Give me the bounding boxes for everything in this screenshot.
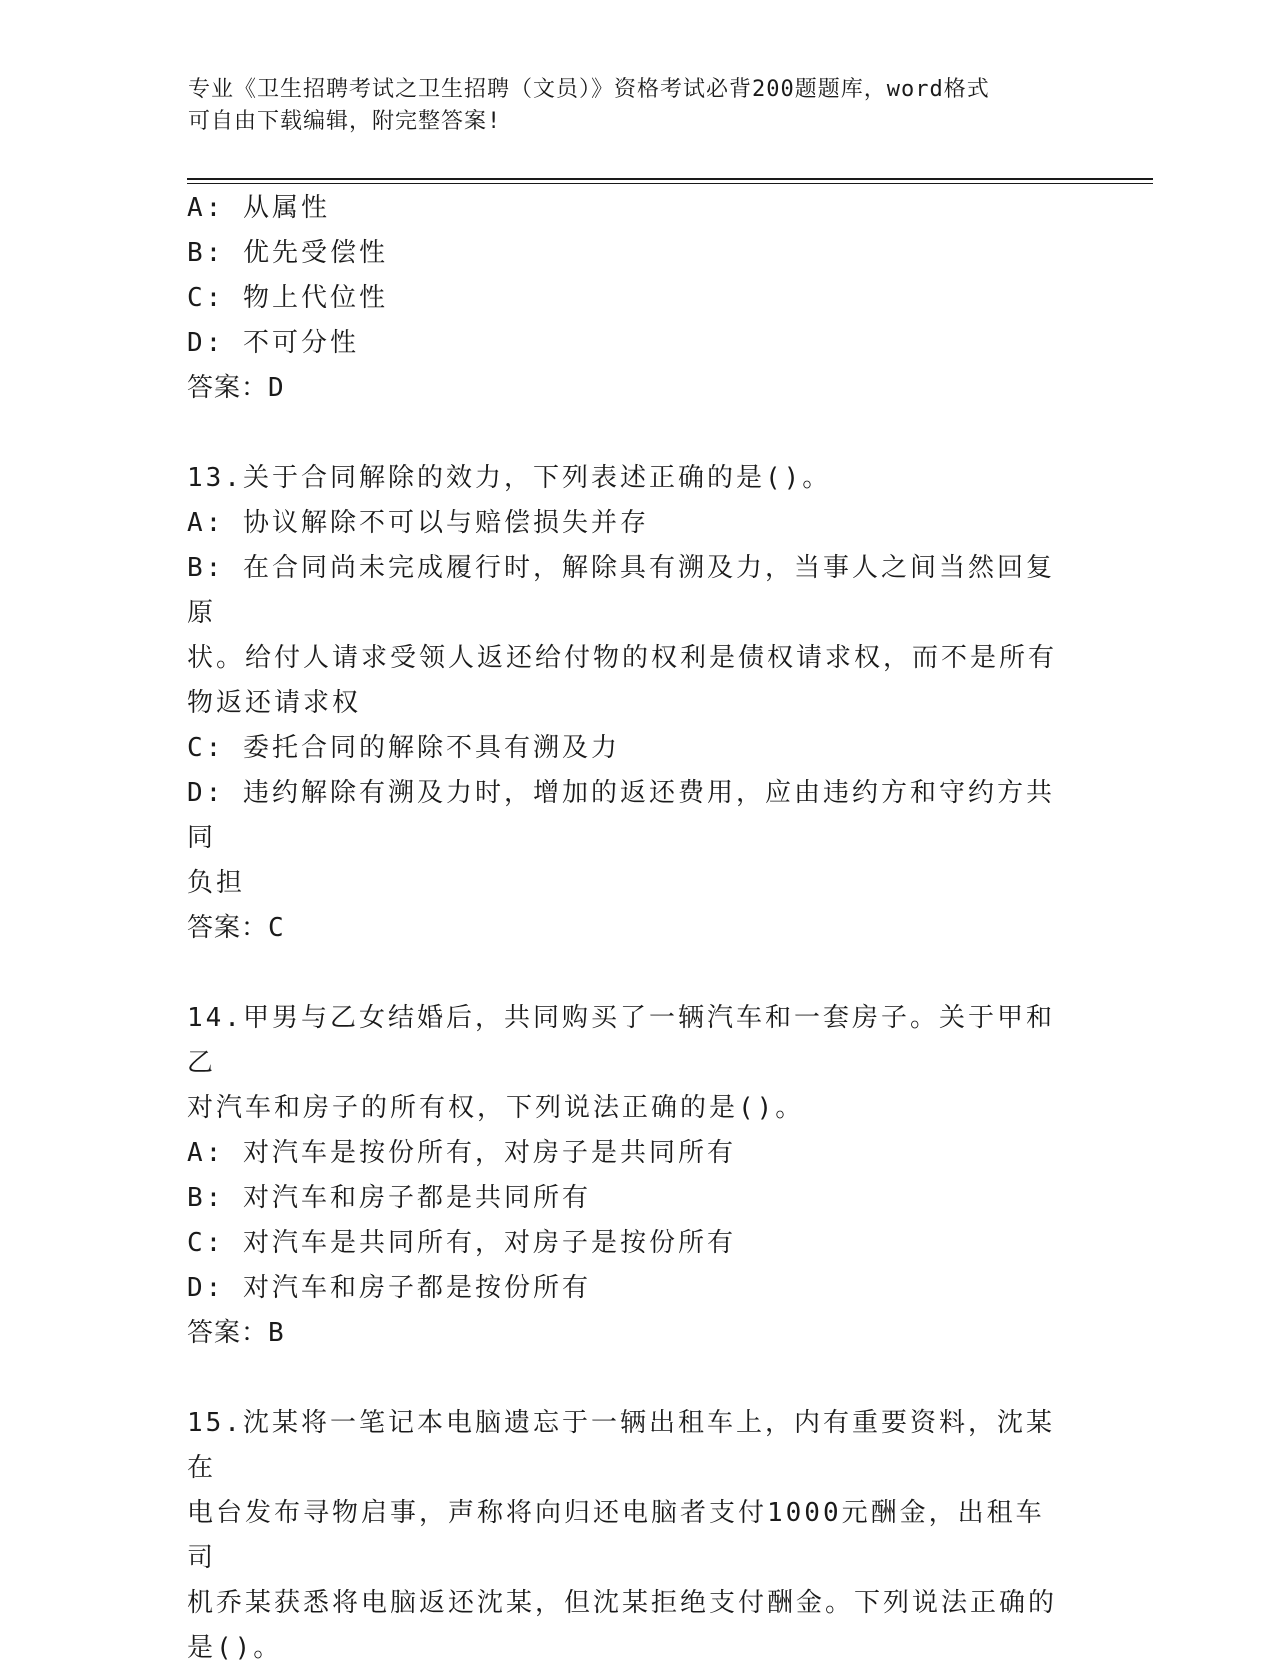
option-b: B: 在合同尚未完成履行时，解除具有溯及力，当事人之间当然回复原 (187, 553, 1055, 628)
question-stem-continued: 机乔某获悉将电脑返还沈某，但沈某拒绝支付酬金。下列说法正确的 (187, 1588, 1058, 1618)
option-b: B: 对汽车和房子都是共同所有 (187, 1183, 591, 1213)
question-stem-continued: 是()。 (187, 1633, 283, 1663)
option-b-continued: 状。给付人请求受领人返还给付物的权利是债权请求权，而不是所有 (187, 643, 1058, 673)
option-a: A: 从属性 (187, 193, 330, 223)
option-c: C: 委托合同的解除不具有溯及力 (187, 733, 620, 763)
option-b: B: 优先受偿性 (187, 238, 388, 268)
header-divider-thick (187, 178, 1153, 180)
question-content (187, 186, 1067, 1671)
question-stem: 14.甲男与乙女结婚后，共同购买了一辆汽车和一套房子。关于甲和乙 (187, 1003, 1055, 1078)
option-c: C: 对汽车是共同所有，对房子是按份所有 (187, 1228, 736, 1258)
option-a: A: 协议解除不可以与赔偿损失并存 (187, 508, 649, 538)
spacer (187, 1356, 1067, 1401)
answer-line: 答案：B (187, 1318, 285, 1348)
question-stem: 15.沈某将一笔记本电脑遗忘于一辆出租车上，内有重要资料，沈某在 (187, 1408, 1055, 1483)
question-stem: 13.关于合同解除的效力，下列表述正确的是()。 (187, 463, 832, 493)
option-d: D: 不可分性 (187, 328, 359, 358)
option-c: C: 物上代位性 (187, 283, 388, 313)
option-b-continued: 物返还请求权 (187, 688, 362, 718)
spacer (187, 411, 1067, 456)
question-stem-continued: 对汽车和房子的所有权，下列说法正确的是()。 (187, 1093, 805, 1123)
question-block-14 (187, 996, 1067, 1356)
document-header (188, 74, 1068, 138)
header-line-1: 专业《卫生招聘考试之卫生招聘（文员）》资格考试必背200题题库，word格式 (188, 77, 990, 102)
option-d-continued: 负担 (187, 868, 246, 898)
option-d: D: 对汽车和房子都是按份所有 (187, 1273, 591, 1303)
spacer (187, 951, 1067, 996)
question-block-13 (187, 456, 1067, 951)
question-block-15 (187, 1401, 1067, 1671)
header-line-2: 可自由下载编辑，附完整答案! (188, 109, 502, 134)
option-d: D: 违约解除有溯及力时，增加的返还费用，应由违约方和守约方共同 (187, 778, 1055, 853)
option-a: A: 对汽车是按份所有，对房子是共同所有 (187, 1138, 736, 1168)
question-block-12 (187, 186, 1067, 411)
answer-line: 答案：D (187, 373, 285, 403)
header-divider-thin (187, 183, 1153, 184)
answer-line: 答案：C (187, 913, 285, 943)
question-stem-continued: 电台发布寻物启事，声称将向归还电脑者支付1000元酬金，出租车司 (187, 1498, 1045, 1573)
